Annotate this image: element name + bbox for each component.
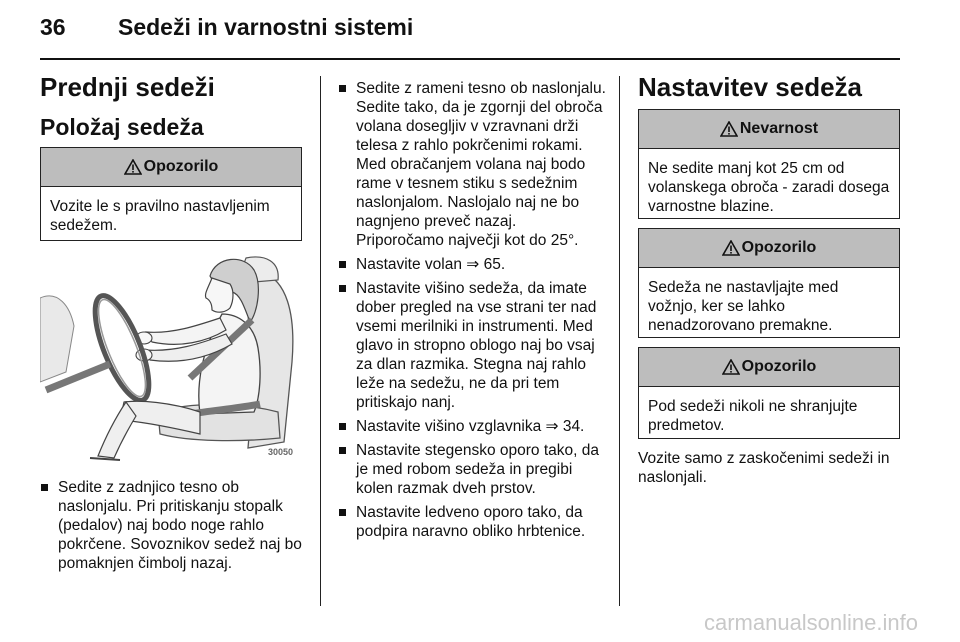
warning-box-storage (638, 347, 900, 439)
warning-text: Pod sedeži nikoli ne shranjujte predmetov. (648, 398, 858, 434)
list-item: Sedite z zadnjico tesno ob naslonjalu. Pri pritiskanju stopalk (pedalov) naj bodo noge rahlo pokrčene. Sovoznikov sedež naj bo pomaknjen čimbolj nazaj. (40, 478, 306, 573)
warning-title: Opozorilo (143, 158, 219, 175)
warning-title: Opozorilo (741, 358, 817, 375)
list-item: Nastavite stegensko oporo tako, da je med robom sedeža in pregibi kolen razmak dveh prstov. (338, 441, 606, 498)
warning-triangle-icon (722, 240, 740, 256)
danger-text: Ne sedite manj kot 25 cm od volanskega obroča - zaradi dosega varnostne blazine. (648, 160, 890, 215)
warning-triangle-icon (722, 359, 740, 375)
warning-box-adjust (638, 228, 900, 338)
list-item: Nastavite volan ⇒ 65. (338, 255, 606, 274)
warning-triangle-icon (720, 121, 738, 137)
col1-bullet-list (40, 478, 306, 578)
seating-position-illustration (40, 252, 302, 464)
list-item: Nastavite višino vzglavnika ⇒ 34. (338, 417, 606, 436)
warning-text: Vozite le s pravilno nastavljenim sedežem. (50, 198, 270, 234)
danger-title: Nevarnost (739, 120, 819, 137)
header-rule (40, 58, 900, 60)
list-item: Nastavite višino sedeža, da imate dober pregled na vse strani ter nad vsemi merilniki in instrumenti. Med glavo in stropno oblogo naj bo vsaj za dlan razmika. Stegna naj rahlo leže na sedežu, ne da pri tem pritiskajo nanj. (338, 279, 606, 412)
warning-triangle-icon (124, 159, 142, 175)
warning-box-header (639, 348, 899, 387)
col2-bullet-list (338, 79, 606, 546)
warning-box-header (639, 229, 899, 268)
heading-front-seats: Prednji sedeži (40, 72, 215, 102)
danger-box-header (639, 110, 899, 149)
page-number: 36 (40, 14, 66, 40)
column-divider-2 (619, 76, 620, 606)
danger-box (638, 109, 900, 219)
footer-watermark: carmanualsonline.info (703, 610, 918, 635)
warning-box-header (41, 148, 301, 187)
list-item: Sedite z rameni tesno ob naslonjalu. Sedite tako, da je zgornji del obroča volana dosegljiv v vzravnani drži telesa z rahlo pokrčenimi rokami. Med obračanjem volana naj bodo rame v tesnem stiku s sedežnim naslonjalom. Naslojalo naj ne bo nagnjeno preveč nazaj. Priporočamo največji kot do 25°. (338, 79, 606, 250)
closing-paragraph: Vozite samo z zaskočenimi sedeži in naslonjali. (638, 450, 890, 486)
section-title: Sedeži in varnostni sistemi (118, 14, 414, 40)
figure-number: 30050 (268, 447, 294, 457)
heading-seat-adjustment: Nastavitev sedeža (638, 72, 863, 102)
warning-text: Sedeža ne nastavljajte med vožnjo, ker se lahko nenadzorovano premakne. (648, 279, 839, 334)
subheading-seat-position: Položaj sedeža (40, 114, 204, 140)
column-divider-1 (320, 76, 321, 606)
warning-box-driving (40, 147, 302, 241)
list-item: Nastavite ledveno oporo tako, da podpira naravno obliko hrbtenice. (338, 503, 606, 541)
warning-title: Opozorilo (741, 239, 817, 256)
